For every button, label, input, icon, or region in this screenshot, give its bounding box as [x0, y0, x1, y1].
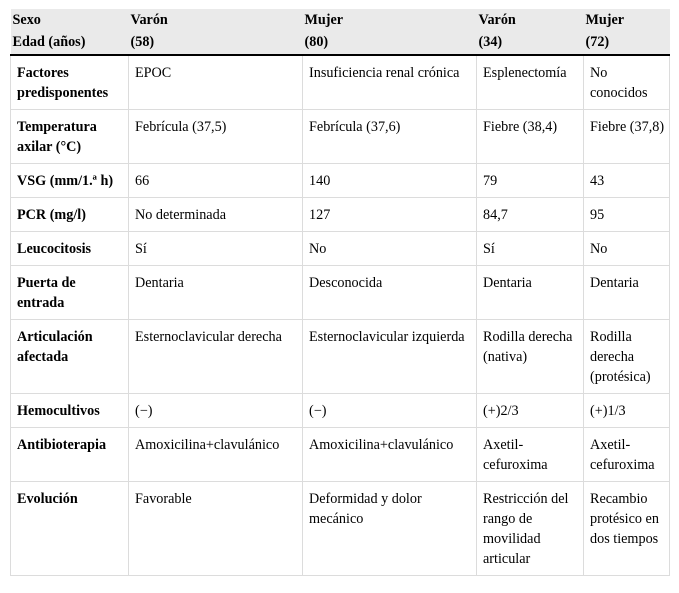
- table-cell: (−): [129, 394, 303, 428]
- row-label: Leucocitosis: [11, 232, 129, 266]
- table-cell: 43: [584, 164, 670, 198]
- table-cell: Sí: [129, 232, 303, 266]
- table-cell: No: [303, 232, 477, 266]
- table-cell: Dentaria: [129, 266, 303, 320]
- table-cell: (−): [303, 394, 477, 428]
- row-label: Temperatura axilar (°C): [11, 110, 129, 164]
- table-cell: Esplenectomía: [477, 55, 584, 110]
- table-cell: Fiebre (38,4): [477, 110, 584, 164]
- table-row-entry-point: [11, 266, 670, 320]
- table-row-crp: [11, 198, 670, 232]
- table-row-outcome: [11, 482, 670, 576]
- table-row-temperature: [11, 110, 670, 164]
- header-cell-sex-case-3: Varón: [477, 9, 584, 32]
- header-cell-sex-case-2: Mujer: [303, 9, 477, 32]
- table-cell: Sí: [477, 232, 584, 266]
- table-cell: Axetil-cefuroxima: [584, 428, 670, 482]
- table-cell: 95: [584, 198, 670, 232]
- header-cell-sex-case-1: Varón: [129, 9, 303, 32]
- table-cell: No: [584, 232, 670, 266]
- table-cell: Restricción del rango de movilidad articular: [477, 482, 584, 576]
- table-row-esr: [11, 164, 670, 198]
- table-cell: (+)2/3: [477, 394, 584, 428]
- table-cell: 79: [477, 164, 584, 198]
- header-cell-sex-label: Sexo: [11, 9, 129, 32]
- table-cell: Amoxicilina+clavulánico: [303, 428, 477, 482]
- row-label: PCR (mg/l): [11, 198, 129, 232]
- table-cell: Desconocida: [303, 266, 477, 320]
- row-label: Hemocultivos: [11, 394, 129, 428]
- table-cell: 84,7: [477, 198, 584, 232]
- row-label: Evolución: [11, 482, 129, 576]
- header-row-age: [11, 32, 670, 55]
- table-cell: Insuficiencia renal crónica: [303, 55, 477, 110]
- table-cell: EPOC: [129, 55, 303, 110]
- row-label: Antibioterapia: [11, 428, 129, 482]
- clinical-cases-table: [10, 9, 670, 576]
- row-label: VSG (mm/1.ª h): [11, 164, 129, 198]
- table-row-predisposing-factors: [11, 55, 670, 110]
- table-cell: Febrícula (37,5): [129, 110, 303, 164]
- table-cell: 66: [129, 164, 303, 198]
- table-cell: Dentaria: [477, 266, 584, 320]
- table-cell: Rodilla derecha (protésica): [584, 320, 670, 394]
- table-cell: No determinada: [129, 198, 303, 232]
- table-cell: Esternoclavicular derecha: [129, 320, 303, 394]
- table-cell: Dentaria: [584, 266, 670, 320]
- header-cell-age-case-1: (58): [129, 32, 303, 55]
- row-label: Puerta de entrada: [11, 266, 129, 320]
- table-cell: No conocidos: [584, 55, 670, 110]
- table-row-antibiotic-therapy: [11, 428, 670, 482]
- table-cell: 140: [303, 164, 477, 198]
- table-header: [11, 9, 670, 55]
- table-cell: 127: [303, 198, 477, 232]
- header-cell-age-case-2: (80): [303, 32, 477, 55]
- table-cell: Deformidad y dolor mecánico: [303, 482, 477, 576]
- table-row-leukocytosis: [11, 232, 670, 266]
- table-cell: Rodilla derecha (nativa): [477, 320, 584, 394]
- table-body: [11, 55, 670, 576]
- header-cell-sex-case-4: Mujer: [584, 9, 670, 32]
- row-label: Articulación afectada: [11, 320, 129, 394]
- table-cell: (+)1/3: [584, 394, 670, 428]
- table-cell: Fiebre (37,8): [584, 110, 670, 164]
- table-cell: Favorable: [129, 482, 303, 576]
- table-row-blood-cultures: [11, 394, 670, 428]
- header-row-sex: [11, 9, 670, 32]
- header-cell-age-case-4: (72): [584, 32, 670, 55]
- table-cell: Febrícula (37,6): [303, 110, 477, 164]
- table-row-affected-joint: [11, 320, 670, 394]
- header-cell-age-label: Edad (años): [11, 32, 129, 55]
- table-cell: Amoxicilina+clavulánico: [129, 428, 303, 482]
- row-label: Factores predisponentes: [11, 55, 129, 110]
- table-cell: Esternoclavicular izquierda: [303, 320, 477, 394]
- table-cell: Axetil-cefuroxima: [477, 428, 584, 482]
- table-cell: Recambio protésico en dos tiempos: [584, 482, 670, 576]
- header-cell-age-case-3: (34): [477, 32, 584, 55]
